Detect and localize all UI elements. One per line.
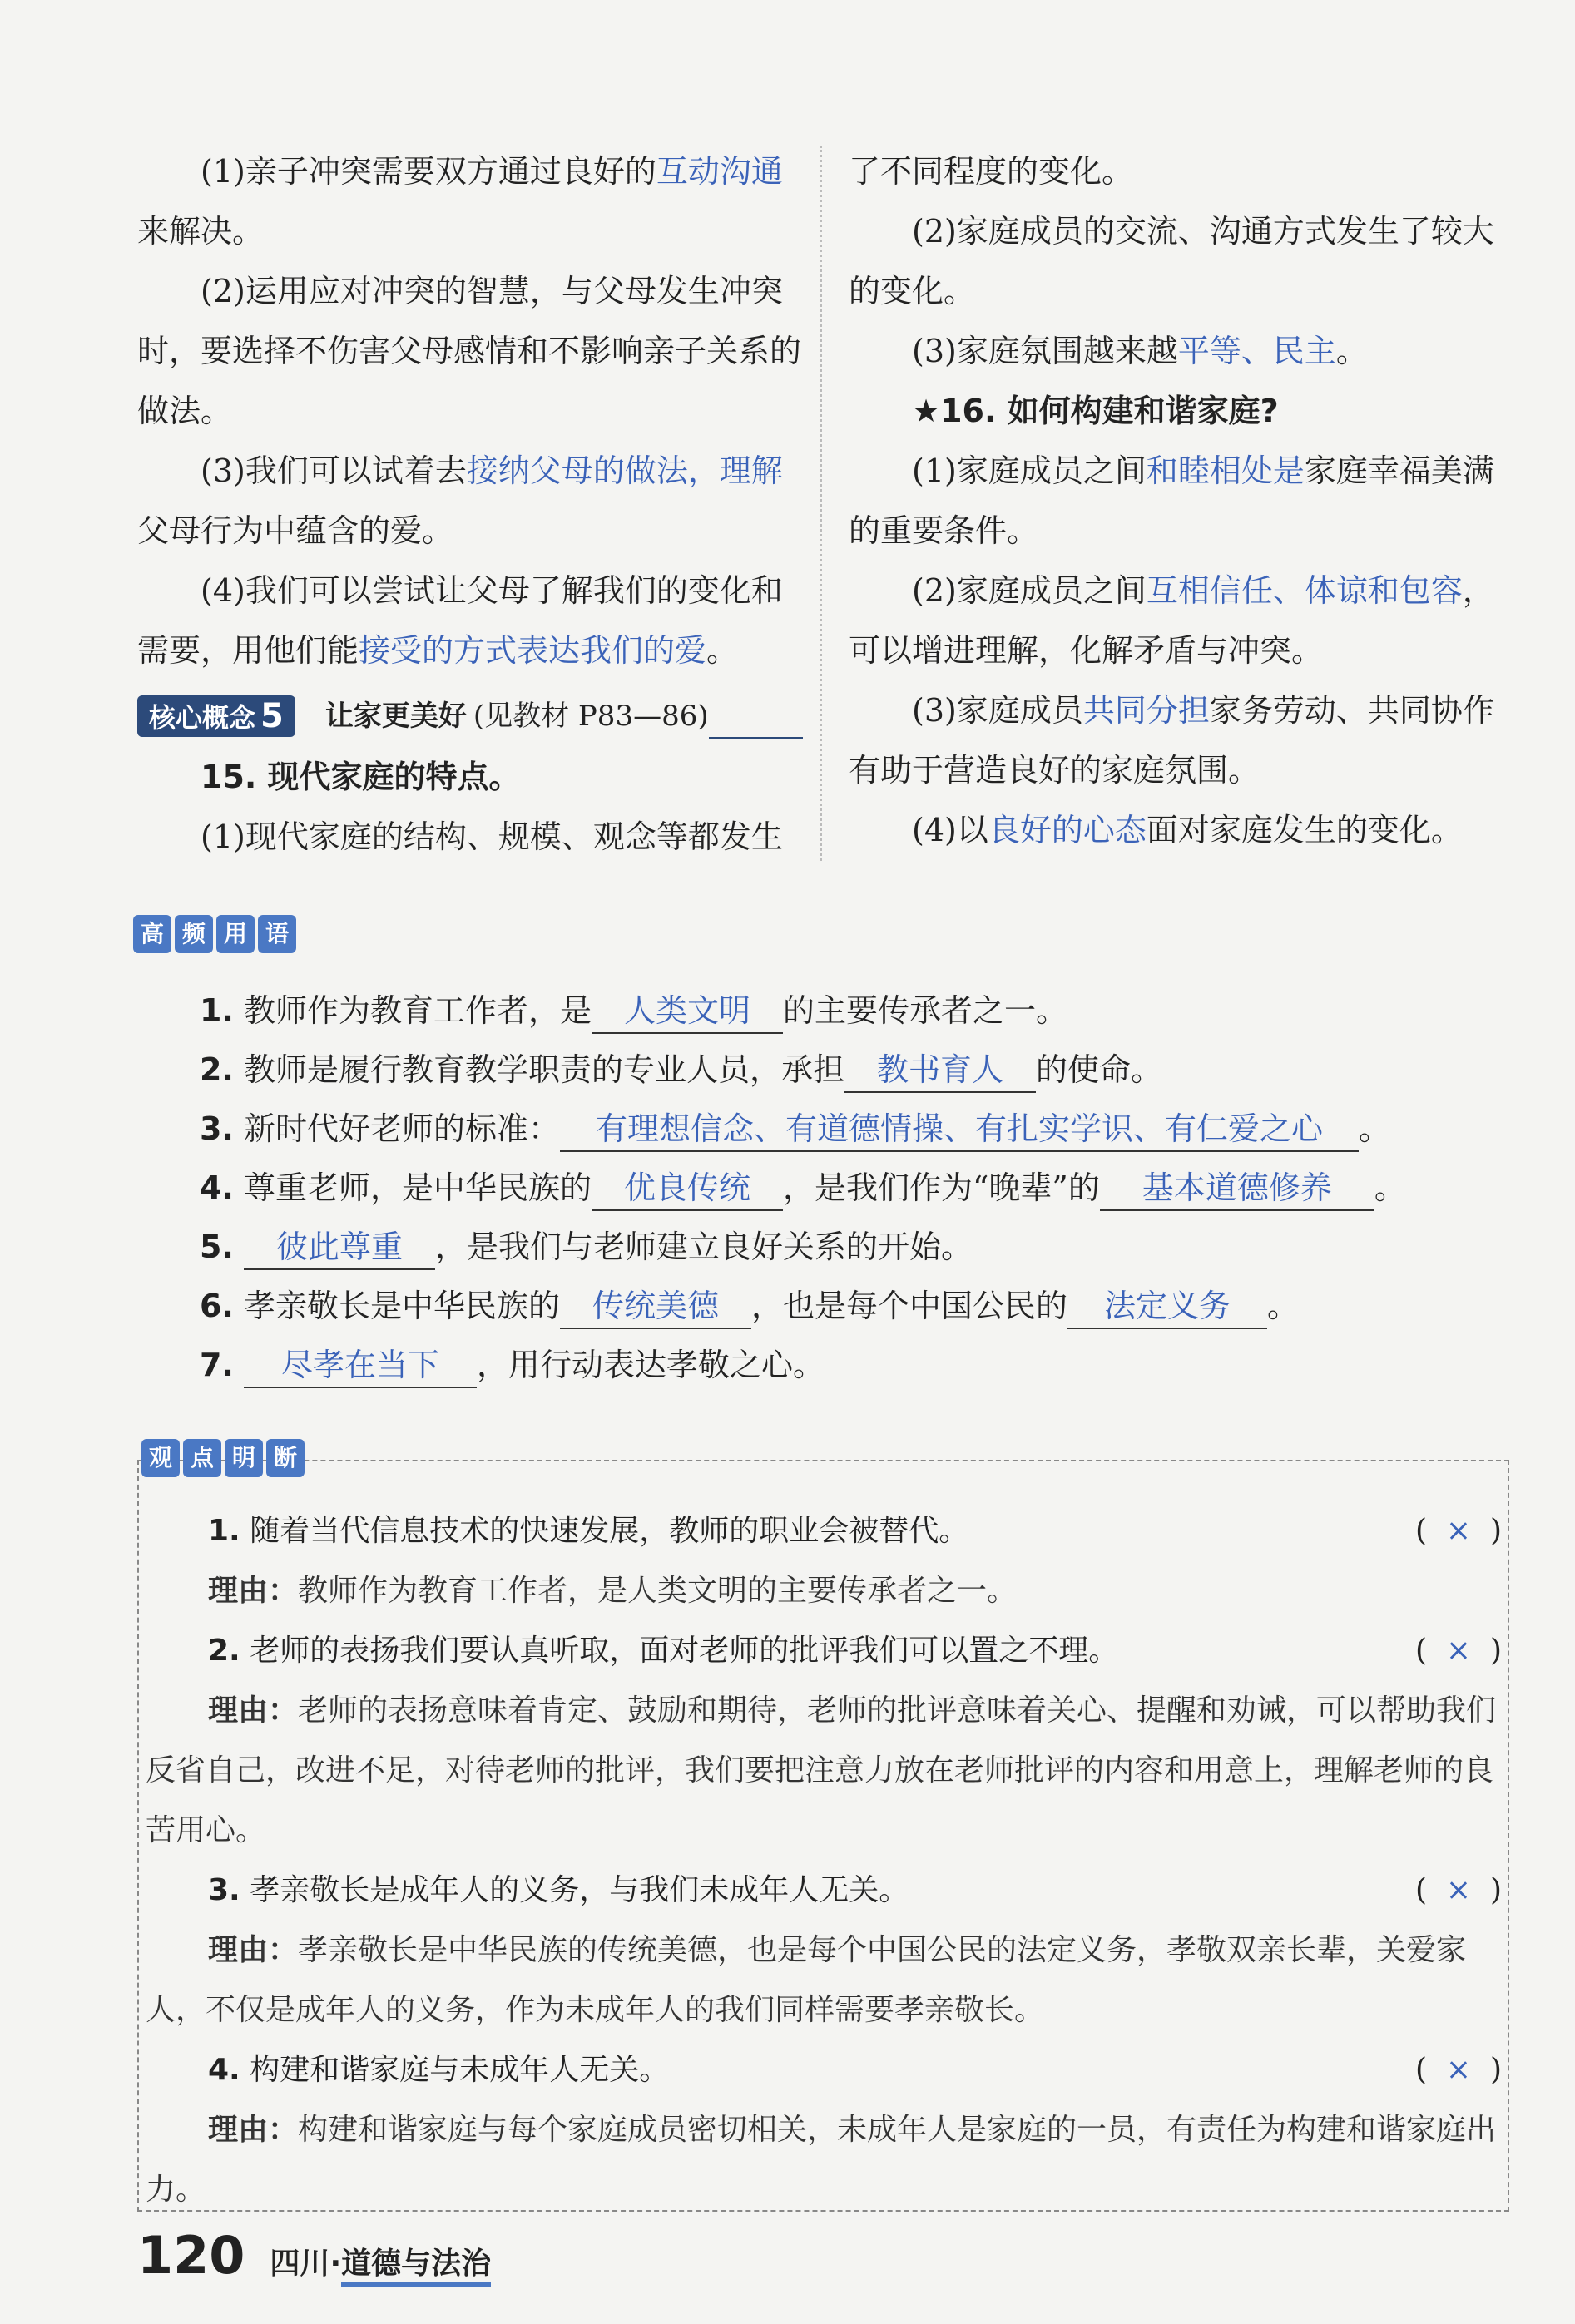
text: 新时代好老师的标准： — [243, 1110, 560, 1147]
answer-text: 平等、民主 — [1177, 333, 1336, 369]
hf-item — [200, 982, 1448, 1041]
item-number: 3. — [200, 1110, 234, 1147]
right-r3 — [849, 321, 1514, 381]
core-concept-badge — [137, 695, 295, 737]
viewpoint-statement — [146, 1501, 1502, 1561]
column-divider — [820, 146, 822, 861]
reason-text: 构建和谐家庭与每个家庭成员密切相关，未成年人是家庭的一员，有责任为构建和谐家庭出力。 — [146, 2113, 1497, 2207]
text: 。 — [706, 632, 739, 669]
judgement-mark — [1415, 1621, 1502, 1681]
high-frequency-list — [200, 982, 1448, 1395]
answer-text: 互动沟通 — [656, 153, 783, 190]
statement-text: 构建和谐家庭与未成年人无关。 — [250, 2053, 670, 2087]
item-number: 2. — [208, 1634, 240, 1668]
page-footer — [137, 2225, 491, 2286]
right-r4 — [849, 441, 1514, 561]
viewpoint-list — [146, 1501, 1502, 2220]
text: (3)家庭成员 — [912, 692, 1083, 729]
reason-text: 老师的表扬意味着肯定、鼓励和期待，老师的批评意味着关心、提醒和劝诫，可以帮助我们反省自己，改进不足，对待老师的批评，我们要把注意力放在老师批评的内容和用意上，理解老师的良苦用心。 — [146, 1694, 1497, 1847]
reason-text: 教师作为教育工作者，是人类文明的主要传承者之一。 — [298, 1574, 1018, 1608]
answer-text: 良好的心态 — [988, 812, 1147, 848]
fill-blank: 传统美德 — [560, 1284, 751, 1329]
reason-label: 理由： — [208, 1694, 299, 1728]
viewpoint-statement — [146, 2040, 1502, 2100]
separator-dot: · — [329, 2247, 342, 2281]
answer-text: 互相信任、体谅和包容 — [1146, 572, 1463, 609]
fill-blank: 优良传统 — [592, 1166, 783, 1211]
fill-blank: 基本道德修养 — [1100, 1166, 1374, 1211]
reason-text: 孝亲敬长是中华民族的传统美德，也是每个中国公民的法定义务，孝敬双亲长辈，关爱家人，不仅是成年人的义务，作为未成年人的我们同样需要孝亲敬长。 — [146, 1933, 1467, 2027]
header-underline — [709, 737, 803, 739]
answer-text: 和睦相处是 — [1146, 452, 1305, 489]
statement-text: 随着当代信息技术的快速发展，教师的职业会被替代。 — [250, 1514, 969, 1548]
tag-char: 用 — [216, 915, 255, 953]
judgement-mark — [1415, 1501, 1502, 1561]
text: (4)我们可以尝试让父母了解我们的变化和需要，用他们能 — [137, 572, 783, 669]
text: 面对家庭发生的变化。 — [1146, 812, 1463, 848]
answer-text: 接受的方式表达我们的爱 — [359, 632, 707, 669]
region-label: 四川 — [270, 2247, 330, 2281]
left-q15-1: (1)现代家庭的结构、规模、观念等都发生 — [201, 818, 783, 855]
judgement-mark — [1415, 2040, 1502, 2100]
fill-blank: 尽孝在当下 — [244, 1343, 477, 1388]
viewpoint-reason — [146, 2100, 1502, 2220]
cross-mark: × — [1445, 1634, 1472, 1668]
text: 尊重老师，是中华民族的 — [243, 1169, 592, 1206]
tag-char: 语 — [258, 915, 296, 953]
cross-mark: × — [1445, 1873, 1472, 1907]
core-concept-header — [137, 690, 803, 742]
right-r7 — [849, 800, 1514, 860]
fill-blank: 法定义务 — [1067, 1284, 1267, 1329]
text: ，也是每个中国公民的 — [751, 1288, 1068, 1324]
core-concept-title: 让家更美好 — [324, 700, 467, 733]
item-number: 6. — [200, 1288, 234, 1324]
page-number: 120 — [137, 2225, 245, 2286]
high-frequency-tag — [133, 915, 300, 953]
viewpoint-statement — [146, 1861, 1502, 1921]
text: 。 — [1359, 1110, 1391, 1147]
hf-item — [200, 1336, 1448, 1395]
mark-bracket: ( — [1414, 2053, 1427, 2087]
item-number: 2. — [200, 1051, 234, 1088]
right-r6 — [849, 680, 1514, 800]
hf-item — [200, 1277, 1448, 1336]
text: (3)家庭氛围越来越 — [912, 333, 1178, 369]
text: 教师作为教育工作者，是 — [243, 992, 592, 1029]
fill-blank: 教书育人 — [844, 1048, 1036, 1093]
hf-item — [200, 1041, 1448, 1100]
hf-item — [200, 1218, 1448, 1277]
tag-char: 断 — [266, 1439, 305, 1477]
text: (1)家庭成员之间 — [912, 452, 1147, 489]
text: 父母行为中蕴含的爱。 — [137, 512, 454, 549]
left-p1 — [137, 141, 803, 261]
mark-bracket: ) — [1489, 1873, 1502, 1907]
right-r1: 了不同程度的变化。 — [849, 153, 1134, 190]
text: 。 — [1335, 333, 1368, 369]
answer-text: 共同分担 — [1082, 692, 1210, 729]
left-p4 — [137, 561, 803, 680]
text: 来解决。 — [137, 213, 265, 250]
badge-label: 核心概念 — [149, 702, 256, 734]
text: ，可以增进理解，化解矛盾与冲突。 — [849, 572, 1494, 669]
text: 。 — [1267, 1288, 1300, 1324]
question-16: ★16. 如何构建和谐家庭? — [912, 393, 1279, 429]
viewpoint-tag — [141, 1439, 308, 1477]
statement-text: 老师的表扬我们要认真听取，面对老师的批评我们可以置之不理。 — [250, 1634, 1119, 1668]
tag-char: 点 — [183, 1439, 221, 1477]
reason-label: 理由： — [208, 1933, 299, 1967]
right-column — [849, 141, 1514, 860]
right-r5 — [849, 561, 1514, 680]
fill-blank: 彼此尊重 — [244, 1225, 435, 1270]
hf-item — [200, 1100, 1448, 1159]
tag-char: 频 — [175, 915, 213, 953]
viewpoint-reason — [146, 1921, 1502, 2040]
fill-blank: 有理想信念、有道德情操、有扎实学识、有仁爱之心 — [560, 1107, 1359, 1152]
mark-bracket: ) — [1489, 2053, 1502, 2087]
viewpoint-reason — [146, 1681, 1502, 1861]
text: (2)家庭成员之间 — [912, 572, 1147, 609]
text: 家务劳动、共同协作有助于营造良好的家庭氛围。 — [849, 692, 1494, 789]
mark-bracket: ( — [1414, 1873, 1427, 1907]
tag-char: 高 — [133, 915, 171, 953]
mark-bracket: ( — [1414, 1514, 1427, 1548]
core-concept-reference: (见教材 P83—86) — [473, 700, 709, 733]
text: ，是我们作为“晚辈”的 — [783, 1169, 1100, 1206]
viewpoint-reason — [146, 1561, 1502, 1621]
left-p3 — [137, 441, 803, 561]
mark-bracket: ( — [1414, 1634, 1427, 1668]
item-number: 1. — [208, 1514, 240, 1548]
viewpoint-statement — [146, 1621, 1502, 1681]
text: (1)亲子冲突需要双方通过良好的 — [201, 153, 656, 190]
fill-blank: 人类文明 — [592, 989, 783, 1034]
item-number: 4. — [208, 2053, 240, 2087]
item-number: 3. — [208, 1873, 240, 1907]
judgement-mark — [1415, 1861, 1502, 1921]
answer-text: 接纳父母的做法，理解 — [466, 452, 783, 489]
text: 家庭幸福美满的重要条件。 — [849, 452, 1494, 549]
item-number: 4. — [200, 1169, 234, 1206]
book-label — [270, 2240, 491, 2282]
reason-label: 理由： — [208, 1574, 299, 1608]
text: ，用行动表达孝敬之心。 — [476, 1347, 825, 1383]
text: (3)我们可以试着去 — [201, 452, 467, 489]
question-15: 15. 现代家庭的特点。 — [201, 759, 521, 795]
text: 教师是履行教育教学职责的专业人员，承担 — [243, 1051, 844, 1088]
mark-bracket: ) — [1489, 1514, 1502, 1548]
item-number: 5. — [200, 1229, 234, 1265]
cross-mark: × — [1445, 2053, 1472, 2087]
cross-mark: × — [1445, 1514, 1472, 1548]
hf-item — [200, 1159, 1448, 1218]
left-column — [137, 141, 803, 867]
right-r2: (2)家庭成员的交流、沟通方式发生了较大的变化。 — [849, 213, 1494, 309]
text: (4)以 — [912, 812, 988, 848]
text: 的主要传承者之一。 — [783, 992, 1068, 1029]
reason-label: 理由： — [208, 2113, 299, 2147]
subject-label: 道德与法治 — [341, 2247, 491, 2287]
tag-char: 观 — [141, 1439, 180, 1477]
item-number: 1. — [200, 992, 234, 1029]
mark-bracket: ) — [1489, 1634, 1502, 1668]
text: 的使命。 — [1036, 1051, 1163, 1088]
text: ，是我们与老师建立良好关系的开始。 — [434, 1229, 973, 1265]
statement-text: 孝亲敬长是成年人的义务，与我们未成年人无关。 — [250, 1873, 909, 1907]
badge-number: 5 — [260, 697, 284, 735]
text: 。 — [1374, 1169, 1406, 1206]
tag-char: 明 — [225, 1439, 263, 1477]
item-number: 7. — [200, 1347, 234, 1383]
left-p2: (2)运用应对冲突的智慧，与父母发生冲突时，要选择不伤害父母感情和不影响亲子关系的做法。 — [137, 273, 802, 429]
text: 孝亲敬长是中华民族的 — [243, 1288, 560, 1324]
